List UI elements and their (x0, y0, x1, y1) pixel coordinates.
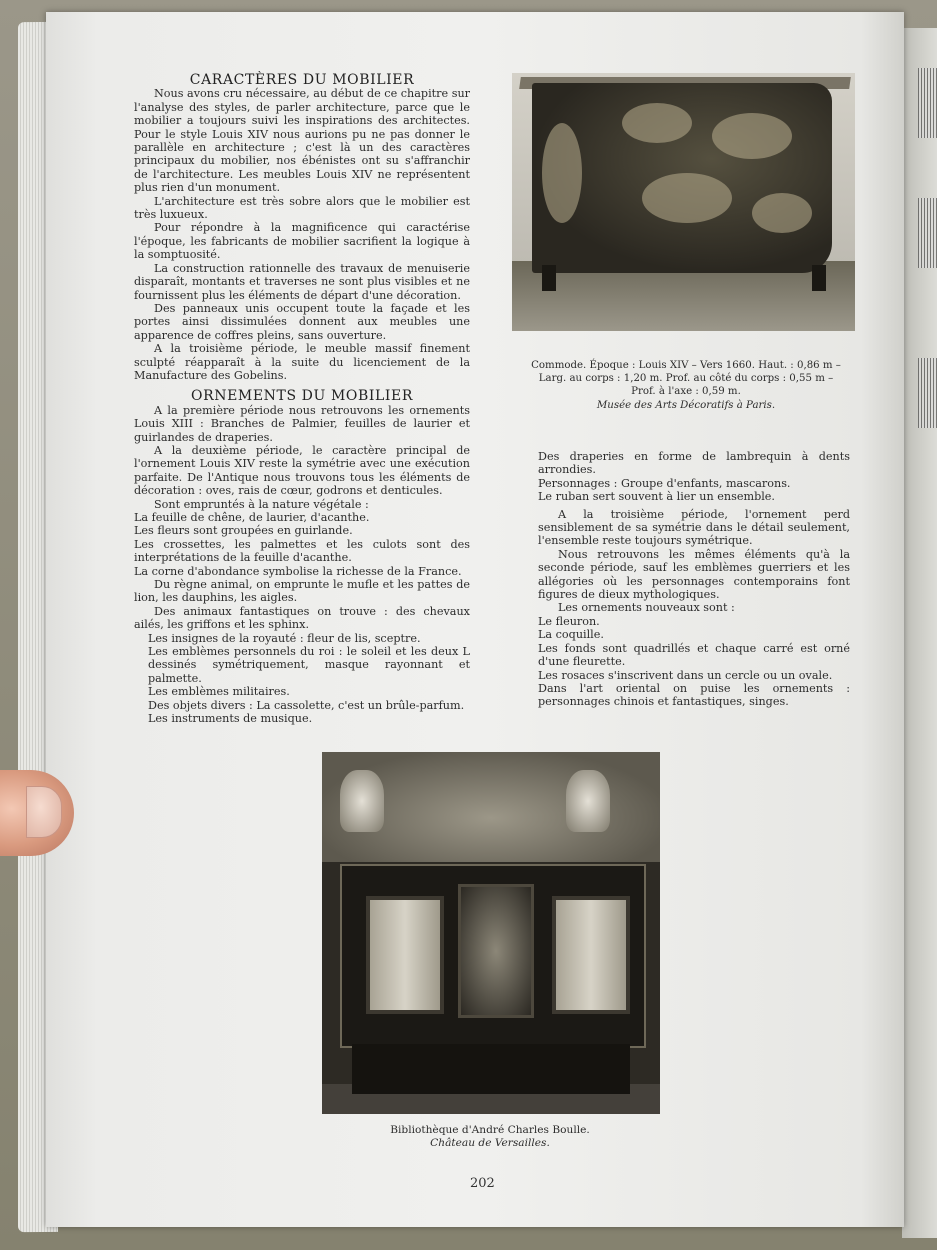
list-item: Le fleuron. (538, 614, 600, 628)
caption-line: Larg. au corps : 1,20 m. Prof. au côté du corps : 0,55 m – (538, 372, 834, 384)
paragraph: Pour répondre à la magnificence qui caractérise l'époque, les fabricants de mobilier sacrifient la logique à la somptuosité. (134, 221, 470, 262)
paragraph: A la troisième période, le meuble massif finement sculpté réapparaît à la suite du licenciement de la Manufacture des Gobelins. (134, 342, 470, 382)
list-item: Les emblèmes militaires. (148, 685, 290, 699)
list-item: Le ruban sert souvent à lier un ensemble. (538, 490, 775, 504)
list-item: Les fonds sont quadrillés et chaque carré est orné d'une fleurette. (538, 641, 850, 669)
paragraph: Nous avons cru nécessaire, au début de ce chapitre sur l'analyse des styles, de parler architecture, parce que le mobilier a toujours suivi les inspirations des architectes. Pour le style Louis XIV nous aurions pu ne pas donner le parallèle en architecture ; c'est là un des caractères principaux du mobilier, nos ébénistes ont su s'affranchir de l'architecture. Les meubles Louis XIV ne représentent plus rien d'un monument. (134, 87, 470, 195)
page-number: 202 (470, 1176, 495, 1191)
paragraph: Les ornements nouveaux sont : (558, 601, 735, 615)
list-item: Les rosaces s'inscrivent dans un cercle ou un ovale. (538, 668, 833, 682)
caption-line: Prof. à l'axe : 0,59 m. (631, 385, 741, 397)
caption-line: Commode. Époque : Louis XIV – Vers 1660. Haut. : 0,86 m – (531, 360, 841, 371)
commode-photo (512, 73, 855, 331)
paragraph: A la première période nous retrouvons les ornements Louis XIII : Branches de Palmier, feuilles de laurier et guirlandes de draperies. (134, 403, 470, 444)
left-column (134, 74, 470, 726)
paragraph: Sont empruntés à la nature végétale : (154, 497, 369, 511)
paragraph: La construction rationnelle des travaux de menuiserie disparaît, montants et traverses ne sont plus visibles et ne fournissent plus les éléments de départ d'une décoration. (134, 261, 470, 302)
paragraph: A la deuxième période, le caractère principal de l'ornement Louis XIV reste la symétrie avec une exécution parfaite. De l'Antique nous trouvons tous les éléments de décoration : oves, rais de cœur, godrons et denticules. (134, 443, 470, 498)
list-item: Les insignes de la royauté : fleur de lis, sceptre. (148, 631, 421, 645)
paragraph: Du règne animal, on emprunte le mufle et les pattes de lion, les dauphins, les aigles. (134, 578, 470, 605)
caption-credit: Château de Versailles. (430, 1136, 550, 1149)
section-heading-ornements: ORNEMENTS DU MOBILIER (191, 388, 413, 405)
paragraph: Des animaux fantastiques on trouve : des chevaux ailés, les griffons et les sphinx. (134, 604, 470, 632)
list-item: La coquille. (538, 628, 604, 642)
list-item: Personnages : Groupe d'enfants, mascarons. (538, 476, 791, 490)
right-column (538, 450, 850, 709)
caption-credit: Musée des Arts Décoratifs à Paris. (596, 400, 776, 412)
list-item: Les instruments de musique. (148, 712, 313, 726)
paragraph: A la troisième période, l'ornement perd sensiblement de sa symétrie dans le détail seulement, l'ensemble reste toujours symétrique. (538, 507, 850, 548)
list-item: Les crossettes, les palmettes et les culots sont des interprétations de la feuille d'acanthe. (134, 537, 470, 565)
caption-line: Bibliothèque d'André Charles Boulle. (390, 1124, 590, 1136)
list-item: Les fleurs sont groupées en guirlande. (134, 524, 353, 538)
list-item: La corne d'abondance symbolise la richesse de la France. (134, 564, 462, 578)
list-item: Les emblèmes personnels du roi : le soleil et les deux L dessinés symétriquement, masque rayonnant et palmette. (148, 645, 470, 685)
paragraph: L'architecture est très sobre alors que le mobilier est très luxueux. (134, 194, 470, 222)
list-item: Dans l'art oriental on puise les ornements : personnages chinois et fantastiques, singes. (538, 681, 850, 709)
section-heading-caracteres: CARACTÈRES DU MOBILIER (189, 72, 415, 88)
list-item: La feuille de chêne, de laurier, d'acanthe. (134, 511, 370, 524)
paragraph: Des panneaux unis occupent toute la façade et les portes ainsi dissimulées donnent aux meubles une apparence de coffres pleins, sans ouverture. (134, 301, 470, 342)
facing-page-edge (902, 28, 937, 1238)
list-item: Des objets divers : La cassolette, c'est un brûle-parfum. (148, 698, 465, 712)
bookcase-photo (322, 752, 660, 1114)
bookcase-caption (340, 1124, 640, 1150)
commode-caption (526, 360, 846, 413)
paragraph: Nous retrouvons les mêmes éléments qu'à la seconde période, sauf les emblèmes guerriers et les allégories où les personnages contemporains font figures de dieux mythologiques. (538, 547, 850, 602)
list-item: Des draperies en forme de lambrequin à dents arrondies. (538, 450, 850, 477)
